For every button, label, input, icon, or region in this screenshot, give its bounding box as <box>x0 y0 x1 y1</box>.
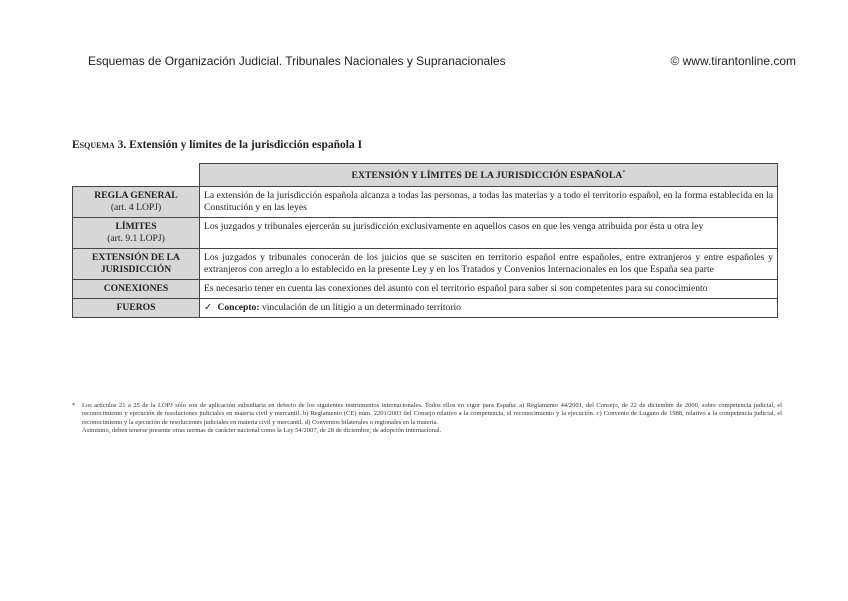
table-heading-text: EXTENSIÓN Y LÍMITES DE LA JURISDICCIÓN ESPAÑOLA <box>351 170 623 182</box>
checkmark-icon: ✓ <box>204 302 213 313</box>
table-row-fueros <box>73 299 778 318</box>
footnote <box>72 402 782 436</box>
row-content: La extensión de la jurisdicción española alcanza a todas las personas, a todas las materias y a todo el territorio español, en la forma establecida en la Constitución y en las leyes <box>200 187 778 218</box>
row-label: REGLA GENERAL <box>94 190 178 201</box>
concept-label: Concepto: <box>217 302 260 313</box>
concept-text: vinculación de un litigio a un determinado territorio <box>261 302 461 313</box>
book-title: Esquemas de Organización Judicial. Tribunales Nacionales y Supranacionales <box>88 54 506 68</box>
row-label-cell <box>73 218 200 249</box>
scheme-number: 3. <box>117 139 127 151</box>
row-label-cell <box>73 249 200 280</box>
scheme-title-text: Extensión y límites de la jurisdicción española I <box>129 139 363 151</box>
row-label: FUEROS <box>116 302 156 313</box>
footnote-paragraph: Los artículos 21 a 25 de la LOPJ sólo son de aplicación subsidiaria en defecto de los siguientes instrumentos internacionales. Todos ellos en vigor para España: a) Reglamento 44/2001, del Consejo, de 22 de diciembre de 2000, sobre competencia judicial, el reconocimiento y ejecución de resoluciones judiciales en materia civil y mercantil. b) Reglamento (CE) núm. 2201/2003 del Consejo relativo a la competencia, el reconocimiento y la ejecución. c) Convenio de Lugano de 1988, relativo a la competencia judicial, el reconocimiento y la ejecución de resoluciones judiciales en materia civil y mercantil. d) Convenios bilaterales o regionales en la materia. <box>82 402 782 426</box>
row-label: LÍMITES <box>115 221 157 232</box>
row-content: Los juzgados y tribunales conocerán de los juicios que se susciten en territorio español entre españoles, entre extranjeros y entre españoles y extranjeros con arreglo a lo establecido en la presente Ley y en los Tratados y Convenios Internacionales en los que España sea parte <box>200 249 778 280</box>
scheme-title <box>72 139 362 151</box>
table-header-row <box>73 164 778 187</box>
footnote-paragraph-2: Asimismo, deben tenerse presente otras normas de carácter nacional como la Ley 54/2007, de 28 de diciembre, de adopción internacional. <box>82 427 442 435</box>
row-label-cell <box>73 280 200 299</box>
header-blank-cell <box>73 164 200 187</box>
row-label: EXTENSIÓN DE LA JURISDICCIÓN <box>92 252 180 275</box>
footnote-reference: * <box>622 170 626 176</box>
table-row-regla-general <box>73 187 778 218</box>
footnote-body <box>82 402 782 436</box>
scheme-label: Esquema <box>72 139 115 151</box>
copyright-notice: © www.tirantonline.com <box>670 54 796 68</box>
row-content: Los juzgados y tribunales ejercerán su jurisdicción exclusivamente en aquellos casos en que les venga atribuida por ésta u otra ley <box>200 218 778 249</box>
footnote-mark: * <box>72 402 76 409</box>
row-label-cell <box>73 187 200 218</box>
row-label-cell <box>73 299 200 318</box>
table-row-conexiones <box>73 280 778 299</box>
row-content <box>200 299 778 318</box>
row-label: CONEXIONES <box>103 283 169 294</box>
row-sublabel: (art. 4 LOPJ) <box>110 202 162 213</box>
row-sublabel: (art. 9.1 LOPJ) <box>107 233 165 244</box>
table-row-extension <box>73 249 778 280</box>
table-heading <box>200 164 778 187</box>
table-row-limites <box>73 218 778 249</box>
row-content: Es necesario tener en cuenta las conexiones del asunto con el territorio español para saber si son competentes para su conocimiento <box>200 280 778 299</box>
scheme-table <box>72 163 778 318</box>
